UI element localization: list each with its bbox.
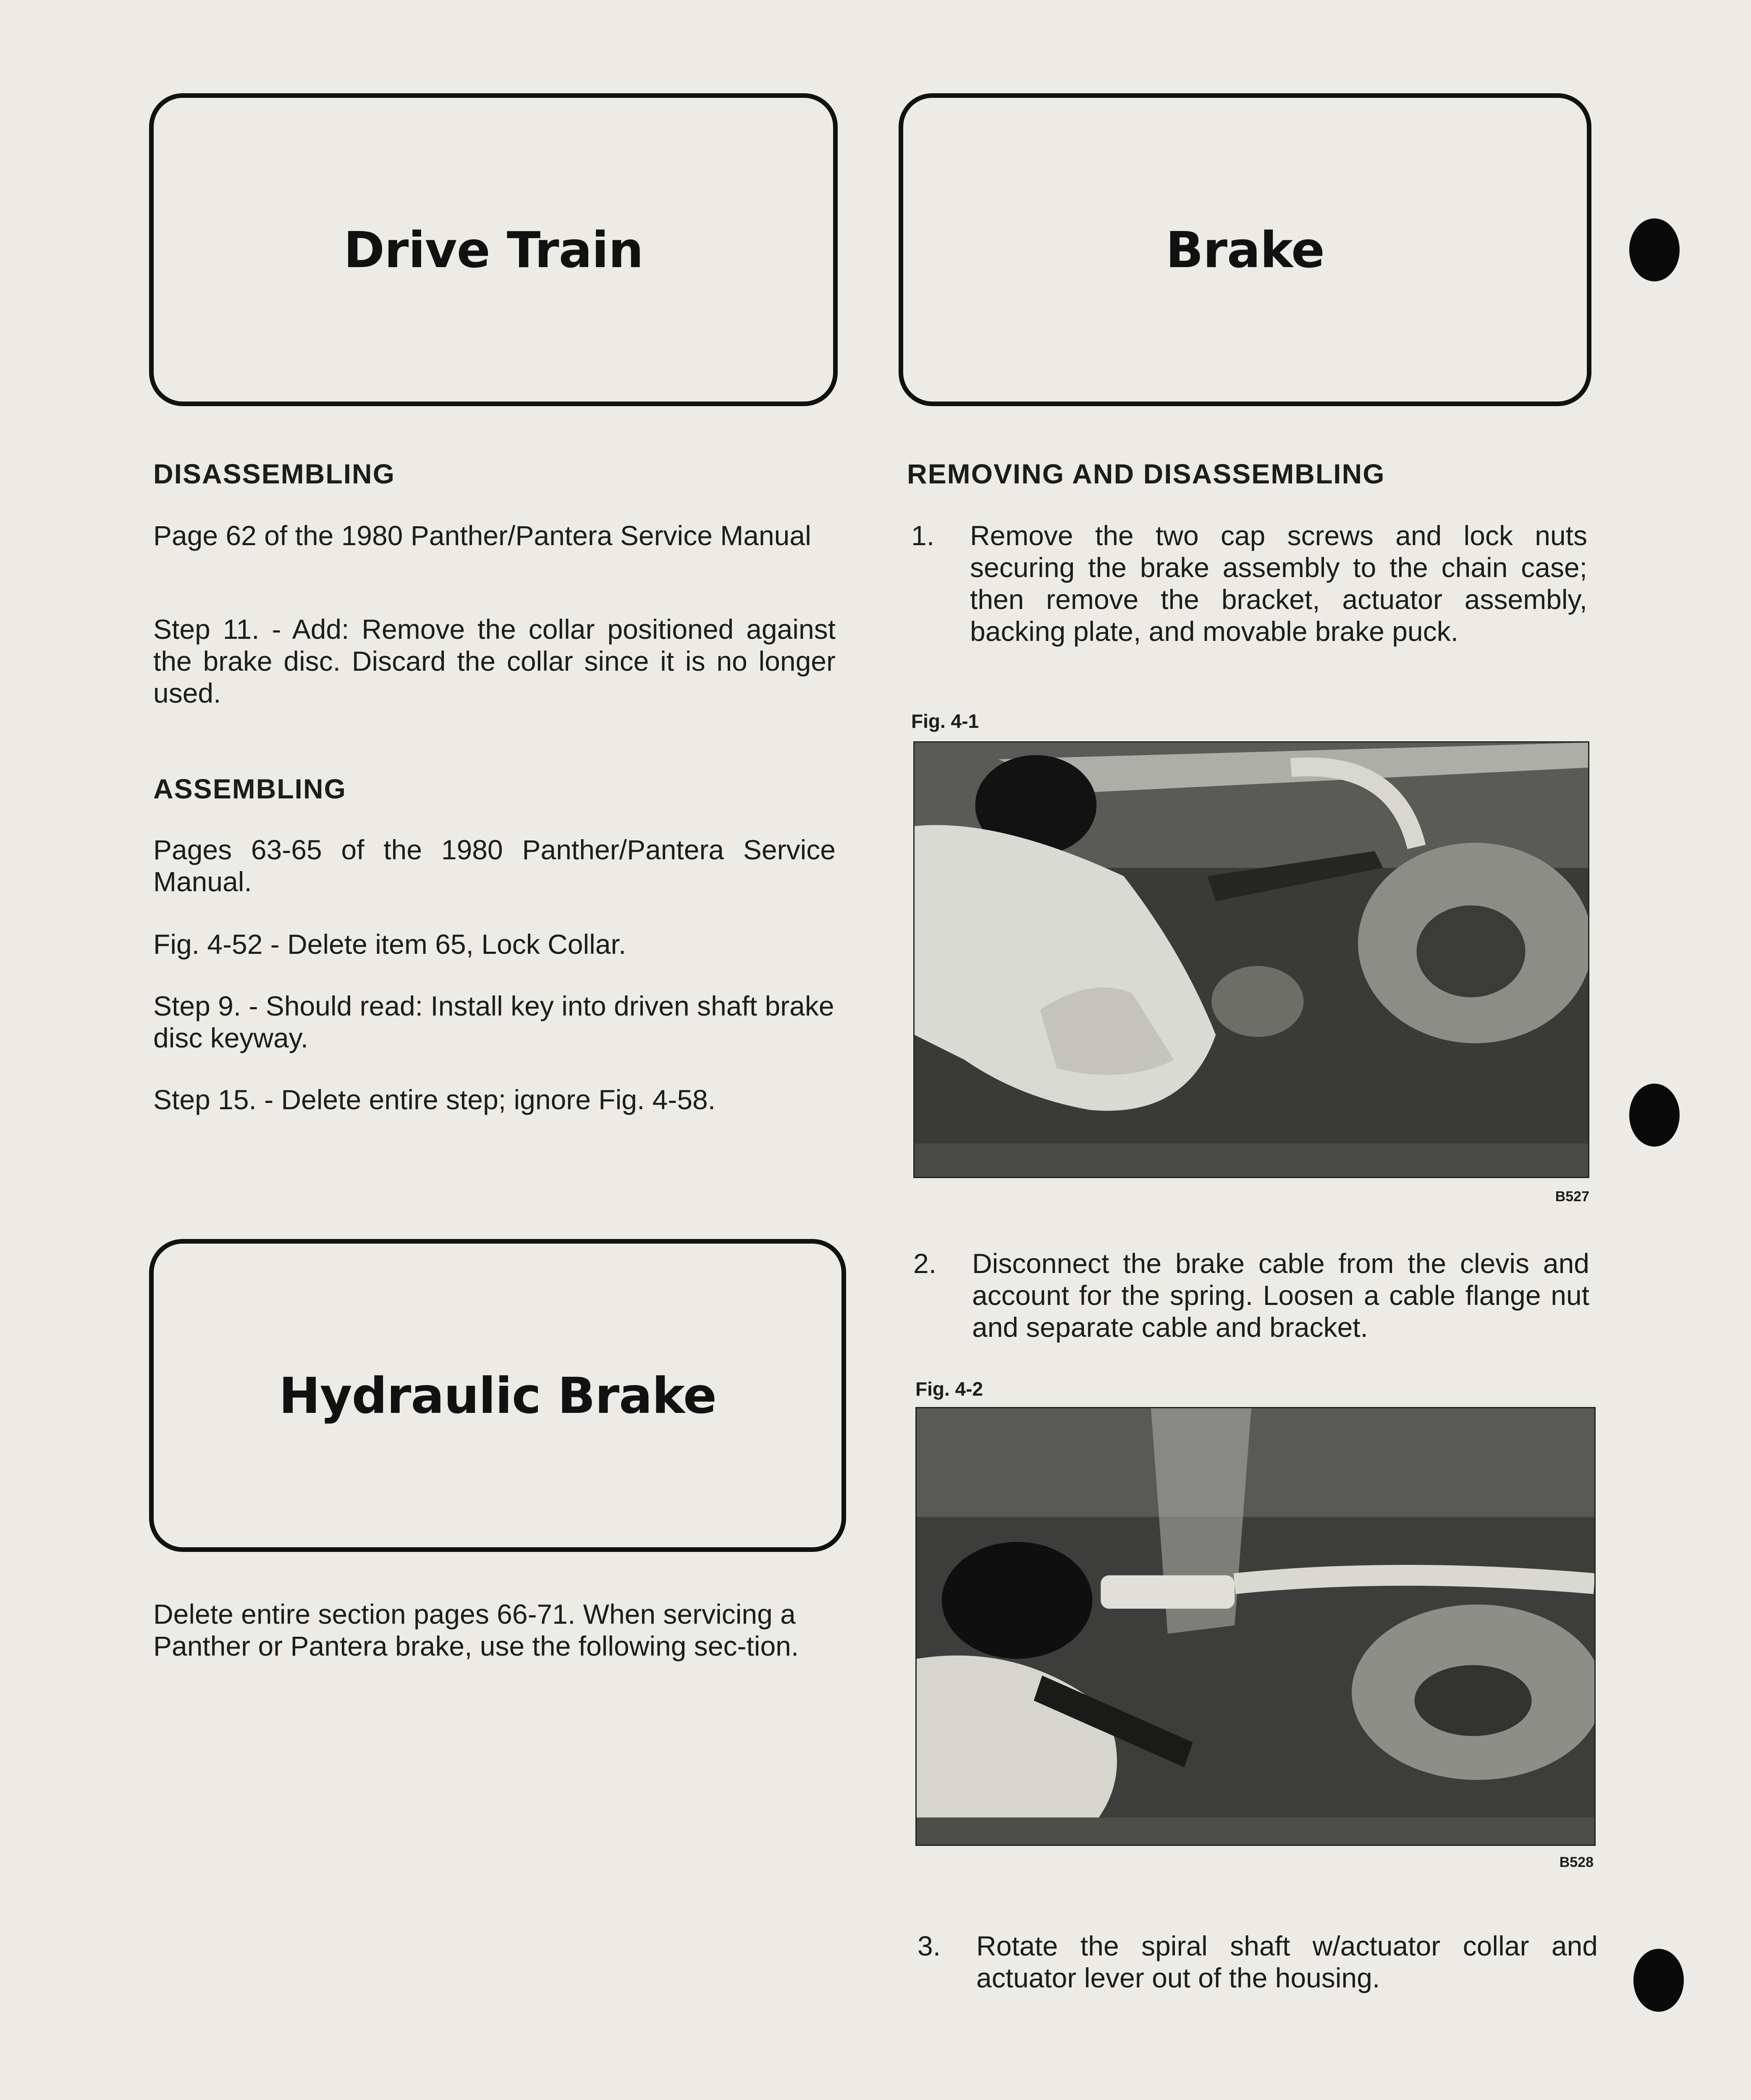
brake-title: Brake bbox=[1165, 220, 1325, 279]
step-3 bbox=[917, 1930, 1598, 1994]
assembling-heading: ASSEMBLING bbox=[153, 773, 347, 804]
disassembling-heading: DISASSEMBLING bbox=[153, 458, 396, 489]
step-1-text: Remove the two cap screws and lock nuts securing the brake assembly to the chain case; then remove the bracket, actuator assembly, backing plate, and movable brake puck. bbox=[970, 520, 1587, 647]
hydraulic-brake-title: Hydraulic Brake bbox=[279, 1366, 716, 1425]
removing-disassembling-heading: REMOVING AND DISASSEMBLING bbox=[907, 458, 1385, 489]
brake-section-box bbox=[899, 93, 1591, 406]
hydraulic-note: Delete entire section pages 66-71. When servicing a Panther or Pantera brake, use the following sec-tion. bbox=[153, 1599, 799, 1662]
step-1-number: 1. bbox=[911, 520, 935, 551]
assembling-para-3: Step 9. - Should read: Install key into driven shaft brake disc keyway. bbox=[153, 990, 834, 1053]
figure-2-photo bbox=[915, 1407, 1596, 1846]
assembling-para-2: Fig. 4-52 - Delete item 65, Lock Collar. bbox=[153, 929, 626, 960]
step-2-text: Disconnect the brake cable from the clevis and account for the spring. Loosen a cable flange nut and separate cable and bracket. bbox=[972, 1248, 1589, 1343]
figure-1-label: Fig. 4-1 bbox=[911, 710, 979, 732]
figure-1-photo bbox=[913, 741, 1589, 1178]
punch-hole-middle bbox=[1629, 1084, 1680, 1147]
step-3-number: 3. bbox=[917, 1930, 941, 1961]
punch-hole-bottom bbox=[1633, 1949, 1684, 2012]
hydraulic-brake-section-box bbox=[149, 1239, 846, 1552]
disassembling-para-2: Step 11. - Add: Remove the collar positioned against the brake disc. Discard the collar since it is no longer used. bbox=[153, 614, 836, 709]
drive-train-section-box bbox=[149, 93, 838, 406]
step-2-number: 2. bbox=[913, 1248, 937, 1279]
punch-hole-top bbox=[1629, 218, 1680, 281]
assembling-para-4: Step 15. - Delete entire step; ignore Fig. 4-58. bbox=[153, 1084, 716, 1115]
drive-train-title: Drive Train bbox=[343, 220, 643, 279]
step-2 bbox=[913, 1247, 1589, 1343]
figure-2-code: B528 bbox=[1559, 1854, 1594, 1870]
assembling-para-1: Pages 63-65 of the 1980 Panther/Pantera Service Manual. bbox=[153, 834, 836, 897]
figure-2-label: Fig. 4-2 bbox=[915, 1378, 983, 1400]
figure-1-code: B527 bbox=[1555, 1189, 1589, 1205]
step-3-text: Rotate the spiral shaft w/actuator collar and actuator lever out of the housing. bbox=[976, 1930, 1598, 1993]
step-1 bbox=[911, 520, 1587, 647]
disassembling-para-1: Page 62 of the 1980 Panther/Pantera Service Manual bbox=[153, 520, 811, 551]
